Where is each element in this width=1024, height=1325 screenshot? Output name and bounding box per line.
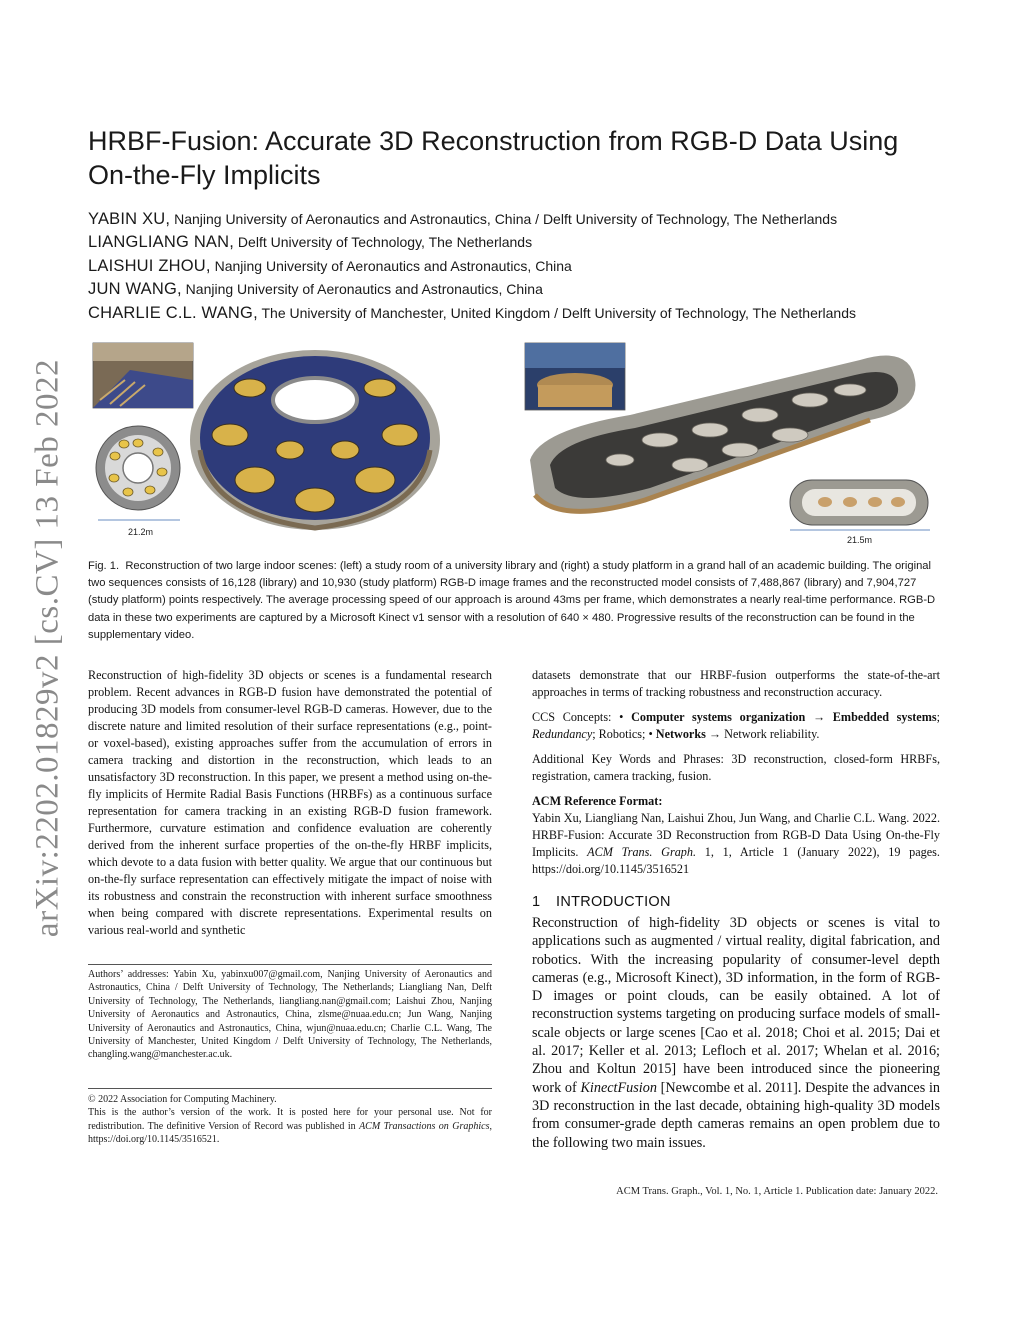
ccs-arrow: → [705, 727, 725, 741]
figure-label: Fig. 1. [88, 560, 120, 572]
ccs-concept-1: Computer systems organization [631, 710, 806, 724]
author-name: YABIN XU, [88, 210, 171, 228]
author-name: JUN WANG, [88, 280, 182, 299]
ccs-concept-6: Network reliability. [724, 727, 820, 741]
introduction-text-continued: [Newcombe et al. 2011]. Despite the advances in 3D reconstruction in the last decade, obtaining high-quality 3D models from consumer-grade depth cameras remains an open problem due to the following two main issues. [532, 1079, 941, 1151]
acm-reference-text: Yabin Xu, Liangliang Nan, Laishui Zhou, Jun Wang, and Charlie C.L. Wang. 2022. HRBF-Fusion: Accurate 3D Reconstruction from RGB-D Data Using On-the-Fly Implicits. [532, 811, 940, 859]
introduction-text: Reconstruction of high-fidelity 3D objects or scenes is vital to applications such as augmented / virtual reality, digital fabrication, and robotics. With the increasing popularity of consumer-level depth cameras (e.g., Microsoft Kinect), 3D information, in the form of RGB-D images or point clouds, can be easily obtained. A lot of reconstruction systems targeting on producing surface models of small-scale objects or large scenes [Cao et al. 2018; Choi et al. 2015; Dai et al. 2017; Keller et al. 2013; Lefloch et al. 2017; Whelan et al. 2016; Zhou and Koltun 2015] have been introduced since the pioneering work of [532, 915, 940, 1096]
footnote-divider [88, 1088, 492, 1089]
paper-title-line-2: On-the-Fly Implicits [88, 160, 321, 190]
abstract-part-2: datasets demonstrate that our HRBF-fusion outperforms the state-of-the-art approaches in terms of tracking robustness and reconstruction accuracy. [532, 668, 940, 699]
platform-photo [525, 343, 625, 410]
journal-name: ACM Transactions on Graphics [359, 1120, 490, 1132]
author-addresses-footnote: Authors’ addresses: Yabin Xu, yabinxu007@gmail.com, Nanjing University of Aeronautics and Astronautics, China / Delft University of Technology, The Netherlands; Liangliang Nan, Delft University of Technology, The Netherlands, liangliang.nan@gmail.com; Laishui Zhou, Nanjing University of Aeronautics and Astronautics, China, zlsme@nuaa.edu.cn; Jun Wang, Nanjing University of Aeronautics and Astronautics, China, wjun@nuaa.edu.cn; Charlie C.L. Wang, The University of Manchester, United Kingdom / Delft University of Technology, The Netherlands, changling.wang@manchester.ac.uk. [88, 969, 492, 1061]
abstract-part-1: Reconstruction of high-fidelity 3D objects or scenes is a fundamental research problem. Recent advances in RGB-D fusion have demonstrated the potential of producing 3D models from consumer-level RGB-D cameras. However, due to the discrete nature and limited resolution of their surface representations (e.g., point- or voxel-based), existing approaches suffer from the accumulation of errors in camera tracking and distortion in the reconstruction, which leads to an unsatisfactory 3D reconstruction. In this paper, we present a method using on-the-fly implicits of Hermite Radial Basis Functions (HRBFs) as a continuous surface representation for camera tracking in an existing RGB-D fusion framework. Furthermore, curvature estimation and confidence evaluation are coherently derived from the inherent surface properties of the on-the-fly HRBF implicits, which devote to a data fusion with better quality. We argue that our continuous but on-the-fly surface representation can effectively mitigate the impact of noise with its robustness and constrain the reconstruction with inherent surface smoothness when being compared with discrete representations. Experimental results on various real-world and synthetic [88, 668, 492, 937]
acm-reference [532, 810, 940, 878]
teaser-figure [90, 340, 940, 550]
teaser-figure-graphic [90, 340, 940, 550]
scale-label-right: 21.5m [847, 535, 873, 545]
author-entry [88, 278, 968, 301]
author-entry [88, 255, 968, 278]
library-reconstruction [190, 350, 440, 530]
author-name: LAISHUI ZHOU, [88, 256, 211, 275]
ccs-concept-3: Redundancy [532, 727, 593, 741]
section-heading-introduction [532, 894, 940, 910]
version-notice-text: This is the author’s version of the work. It is posted here for your personal use. Not for redistribution. The definitive Version of Record was published in [88, 1107, 492, 1132]
acm-reference-journal: ACM Trans. Graph. [587, 845, 697, 859]
library-photo [93, 343, 193, 408]
scale-label-left: 21.2m [128, 527, 154, 537]
figure-caption [88, 558, 938, 644]
section-title: INTRODUCTION [556, 894, 671, 910]
platform-top-view [790, 480, 928, 525]
introduction-paragraph [532, 914, 940, 1152]
copyright-footnote [88, 1093, 492, 1147]
acm-reference-heading: ACM Reference Format: [532, 794, 663, 808]
kinectfusion-term: KinectFusion [580, 1079, 657, 1096]
author-affiliation: Nanjing University of Aeronautics and Astronautics, China / Delft University of Technology, The Netherlands [170, 211, 838, 227]
ccs-label: CCS Concepts: • [532, 710, 624, 724]
author-entry [88, 208, 968, 231]
footnote-divider [88, 964, 492, 965]
author-name: CHARLIE C.L. WANG, [88, 303, 258, 322]
version-notice [88, 1106, 492, 1146]
ccs-concepts [532, 709, 940, 743]
keywords: Additional Key Words and Phrases: 3D reconstruction, closed-form HRBFs, registration, camera tracking, fusion. [532, 752, 940, 783]
author-affiliation: Delft University of Technology, The Netherlands [234, 234, 533, 251]
author-affiliation: The University of Manchester, United Kingdom / Delft University of Technology, The Netherlands [257, 304, 857, 321]
author-list [88, 208, 968, 325]
paper-title-line-1: HRBF-Fusion: Accurate 3D Reconstruction from RGB-D Data Using [88, 126, 899, 156]
author-name: LIANGLIANG NAN, [88, 233, 235, 252]
author-entry [88, 231, 968, 254]
author-affiliation: Nanjing University of Aeronautics and Astronautics, China [210, 257, 572, 274]
ccs-concept-5: Networks [655, 727, 706, 741]
ccs-concept-4: ; Robotics; • [592, 727, 653, 741]
acm-reference-details: 1, 1, Article 1 (January 2022), 19 pages. https://doi.org/10.1145/3516521 [532, 845, 940, 876]
paper-title [88, 124, 948, 192]
library-top-view [96, 426, 180, 510]
version-notice-doi: , https://doi.org/10.1145/3516521. [88, 1120, 492, 1146]
ccs-separator: ; [936, 710, 941, 724]
author-affiliation: Nanjing University of Aeronautics and Astronautics, China [181, 281, 543, 298]
arxiv-identifier-text: arXiv:2202.01829v2 [cs.CV] 13 Feb 2022 [29, 358, 66, 937]
arxiv-identifier [24, 355, 72, 940]
section-number: 1 [532, 894, 541, 910]
ccs-concept-2: Embedded systems [832, 710, 937, 724]
page-footer: ACM Trans. Graph., Vol. 1, No. 1, Article 1. Publication date: January 2022. [616, 1186, 938, 1197]
copyright-notice: © 2022 Association for Computing Machinery. [88, 1094, 277, 1105]
author-entry [88, 302, 968, 325]
left-column [88, 667, 492, 939]
figure-caption-text: Reconstruction of two large indoor scenes: (left) a study room of a university library and (right) a study platform in a grand hall of an academic building. The original two sequences consists of 16,128 (library) and 10,930 (study platform) RGB-D image frames and the reconstructed model consists of 7,488,867 (library) and 7,904,727 (study platform) points respectively. The average processing speed of our approach is around 43ms per frame, which demonstrates a nearly real-time performance. RGB-D data in these two experiments are captured by a Microsoft Kinect v1 sensor with a resolution of 640 × 480. Progressive results of the reconstruction can be found in the supplementary video. [88, 560, 936, 641]
right-column [532, 667, 940, 1152]
ccs-arrow: → [805, 710, 833, 724]
